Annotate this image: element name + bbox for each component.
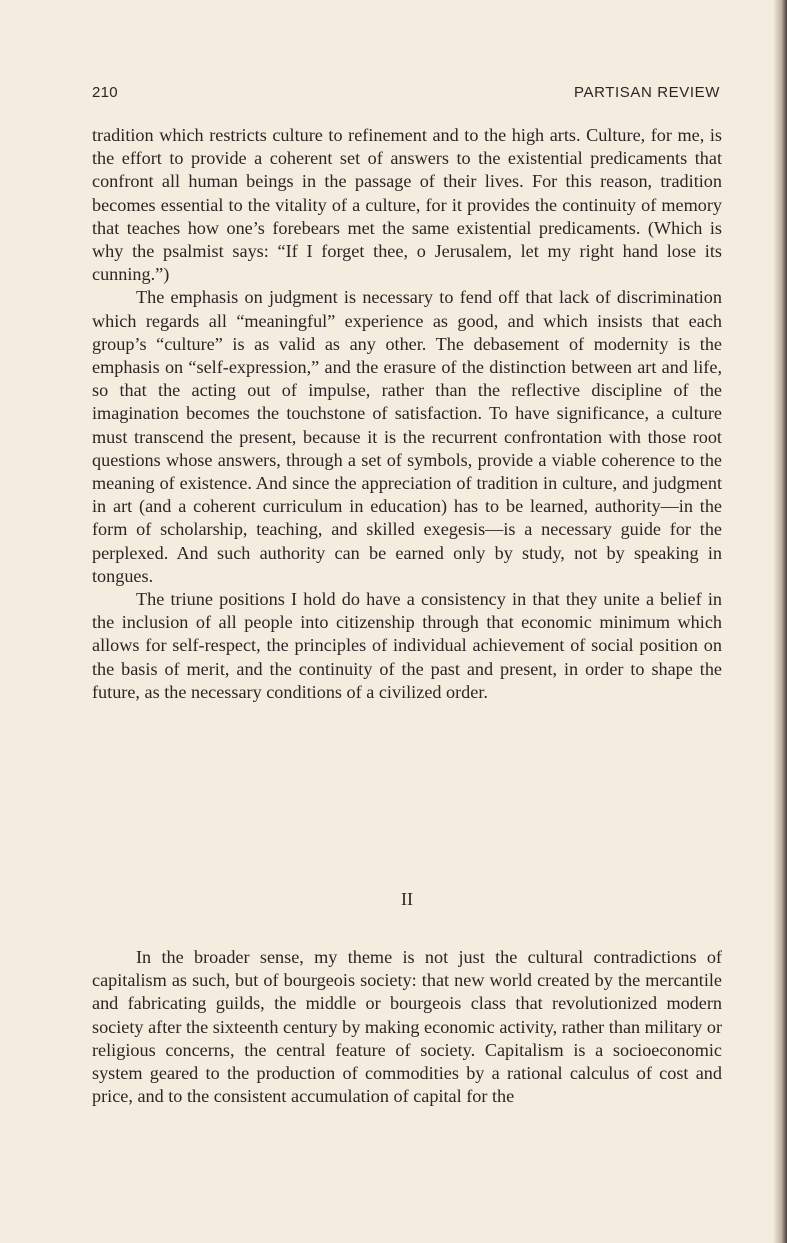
paragraph-3: The triune positions I hold do have a consistency in that they unite a belief in the inclusion of all people into citizenship through that economic minimum which allows for self-respect, the principles of individual achievement of social position on the basis of merit, and the continuity of the past and present, in order to shape the future, as the necessary conditions of a civilized order. — [92, 589, 722, 702]
body-text-section-2 — [92, 946, 722, 1108]
page-edge-shadow — [773, 0, 787, 1243]
body-text-section-1 — [92, 124, 722, 704]
paragraph-4: In the broader sense, my theme is not just the cultural contradictions of capitalism as such, but of bourgeois society: that new world created by the mercantile and fabricating guilds, the middle or bourgeois class that revolutionized modern society after the sixteenth century by making economic activity, rather than military or religious concerns, the central feature of society. Capitalism is a socioeconomic system geared to the production of commodities by a rational calculus of cost and price, and to the consistent accumulation of capital for the — [92, 947, 722, 1107]
paragraph-2: The emphasis on judgment is necessary to fend off that lack of discrimination which regards all “meaningful” experience as good, and which insists that each group’s “culture” is as valid as any other. The debasement of modernity is the emphasis on “self-expression,” and the erasure of the distinction between art and life, so that the acting out of impulse, rather than the reflective discipline of the imagination becomes the touchstone of satisfaction. To have significance, a culture must transcend the present, because it is the recurrent confrontation with those root questions whose answers, through a set of symbols, provide a viable coherence to the meaning of existence. And since the appreciation of tradition in culture, and judgment in art (and a coherent curriculum in education) has to be learned, authority—in the form of scholarship, teaching, and skilled exegesis—is a necessary guide for the perplexed. And such authority can be earned only by study, not by speaking in tongues. — [92, 287, 722, 586]
running-head — [92, 84, 720, 106]
section-heading: II — [401, 889, 413, 909]
page-number: 210 — [92, 84, 118, 101]
journal-title: PARTISAN REVIEW — [574, 84, 720, 101]
paragraph-1: tradition which restricts culture to refinement and to the high arts. Culture, for me, is the effort to provide a coherent set of answers to the existential predicaments that confront all human beings in the passage of their lives. For this reason, tradition becomes essential to the vitality of a culture, for it provides the continuity of memory that teaches how one’s forebears met the same existential predicaments. (Which is why the psalmist says: “If I forget thee, o Jerusalem, let my right hand lose its cunning.”) — [92, 125, 722, 285]
